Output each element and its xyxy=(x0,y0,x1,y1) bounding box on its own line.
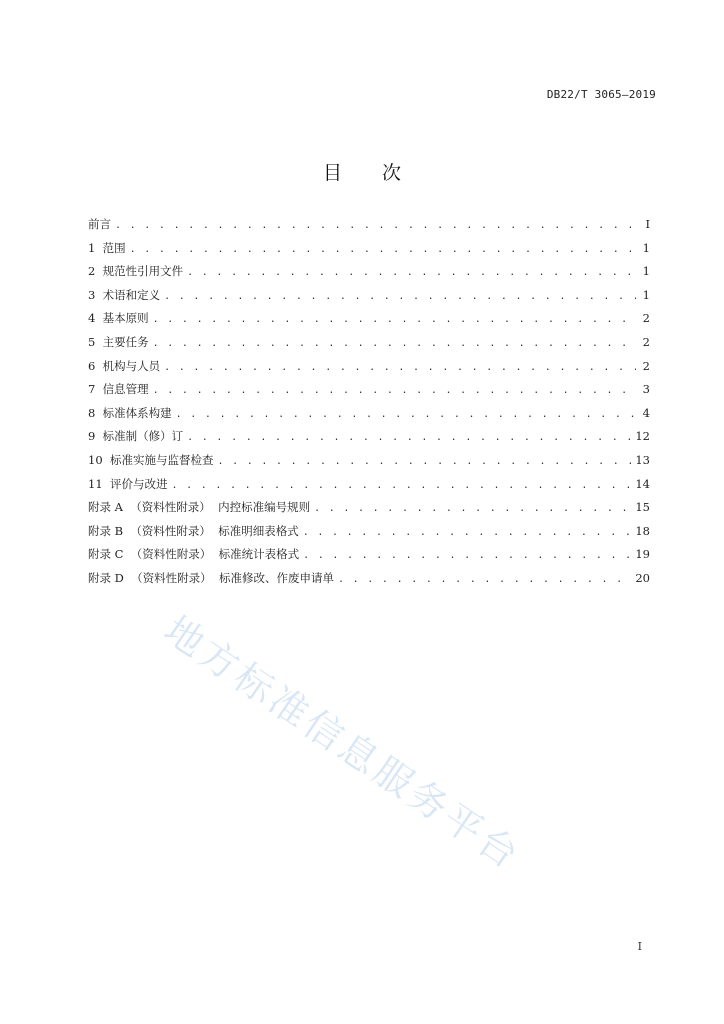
toc-entry-page: 2 xyxy=(642,334,650,349)
table-of-contents xyxy=(88,216,650,594)
toc-entry-label: 附录 A （资料性附录） 内控标准编号规则 xyxy=(88,500,311,515)
toc-entry[interactable] xyxy=(88,570,650,594)
toc-dot-leader xyxy=(176,409,636,420)
toc-entry-label: 2 规范性引用文件 xyxy=(88,264,184,279)
toc-entry-label: 8 标准体系构建 xyxy=(88,405,172,420)
toc-entry[interactable] xyxy=(88,405,650,429)
toc-entry-page: 20 xyxy=(635,570,650,585)
toc-dot-leader xyxy=(130,244,636,255)
toc-entry-label: 6 机构与人员 xyxy=(88,358,161,373)
toc-entry[interactable] xyxy=(88,476,650,500)
toc-entry[interactable] xyxy=(88,428,650,452)
toc-entry[interactable] xyxy=(88,334,650,358)
toc-dot-leader xyxy=(303,527,632,538)
toc-entry[interactable] xyxy=(88,287,650,311)
toc-dot-leader xyxy=(153,338,636,349)
toc-entry-page: 12 xyxy=(635,429,650,444)
toc-dot-leader xyxy=(164,362,636,373)
toc-entry-page: 19 xyxy=(635,547,650,562)
toc-entry-page: 4 xyxy=(642,405,650,420)
toc-entry-label: 11 评价与改进 xyxy=(88,476,168,491)
toc-entry-label: 附录 B （资料性附录） 标准明细表格式 xyxy=(88,523,299,538)
toc-dot-leader xyxy=(153,314,636,325)
toc-entry-label: 4 基本原则 xyxy=(88,311,149,326)
toc-entry[interactable] xyxy=(88,452,650,476)
toc-dot-leader xyxy=(303,550,631,561)
toc-entry-page: 1 xyxy=(642,240,650,255)
toc-entry-label: 附录 D （资料性附录） 标准修改、作废申请单 xyxy=(88,570,334,585)
toc-entry[interactable] xyxy=(88,240,650,264)
toc-entry[interactable] xyxy=(88,523,650,547)
document-number: DB22/T 3065—2019 xyxy=(546,88,656,101)
toc-dot-leader xyxy=(187,432,631,443)
toc-entry-page: I xyxy=(645,217,650,231)
toc-entry-page: 18 xyxy=(635,523,650,538)
toc-entry-page: 1 xyxy=(642,287,650,302)
toc-entry-label: 前言 xyxy=(88,217,111,231)
toc-entry[interactable] xyxy=(88,310,650,334)
toc-entry-page: 3 xyxy=(642,382,650,397)
toc-entry-page: 1 xyxy=(642,264,650,279)
toc-entry[interactable] xyxy=(88,546,650,570)
toc-entry-label: 5 主要任务 xyxy=(88,334,149,349)
toc-entry-label: 10 标准实施与监督检查 xyxy=(88,452,214,467)
toc-entry-label: 7 信息管理 xyxy=(88,382,149,397)
toc-entry[interactable] xyxy=(88,263,650,287)
toc-entry[interactable] xyxy=(88,216,650,240)
toc-dot-leader xyxy=(338,574,631,585)
toc-entry-label: 附录 C （资料性附录） 标准统计表格式 xyxy=(88,547,300,562)
toc-dot-leader xyxy=(217,456,631,467)
toc-dot-leader xyxy=(314,503,631,514)
toc-entry-label: 9 标准制（修）订 xyxy=(88,429,184,444)
toc-dot-leader xyxy=(153,385,636,396)
toc-dot-leader xyxy=(115,220,636,231)
toc-entry-label: 1 范围 xyxy=(88,240,126,255)
toc-entry-page: 14 xyxy=(635,476,650,491)
toc-dot-leader xyxy=(171,480,631,491)
watermark: 地方标准信息服务平台 xyxy=(156,607,530,879)
toc-entry-label: 3 术语和定义 xyxy=(88,287,161,302)
toc-entry-page: 15 xyxy=(635,500,650,515)
toc-dot-leader xyxy=(187,267,636,278)
toc-entry-page: 2 xyxy=(642,311,650,326)
toc-entry[interactable] xyxy=(88,499,650,523)
toc-entry-page: 13 xyxy=(635,452,650,467)
toc-title: 目 次 xyxy=(322,162,402,184)
toc-entry-page: 2 xyxy=(642,358,650,373)
toc-dot-leader xyxy=(164,291,636,302)
toc-entry[interactable] xyxy=(88,358,650,382)
toc-entry[interactable] xyxy=(88,381,650,405)
page-number: I xyxy=(637,940,642,953)
